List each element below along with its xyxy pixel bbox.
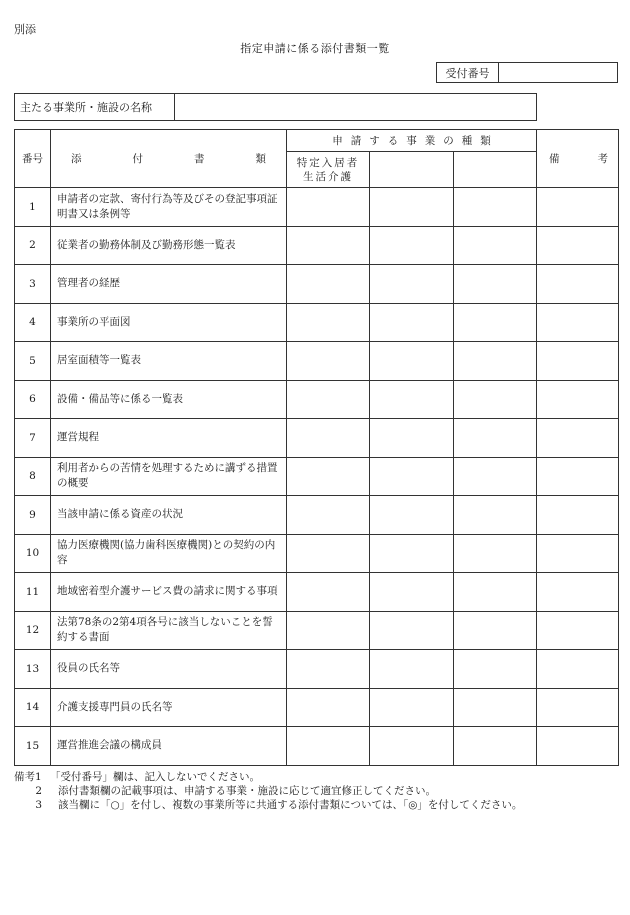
row-cell-blank-1[interactable] [370, 650, 454, 689]
table-row [15, 303, 619, 342]
table-row [15, 457, 619, 496]
row-number: 3 [15, 265, 51, 304]
note-prefix: 備考1 [14, 771, 42, 783]
row-document: 介護支援専門員の氏名等 [51, 688, 287, 727]
row-cell-blank-2[interactable] [454, 226, 537, 265]
header-documents-char: 付 [132, 153, 143, 165]
row-number: 13 [15, 650, 51, 689]
row-cell-blank-1[interactable] [370, 188, 454, 227]
row-document: 協力医療機関(協力歯科医療機関)との契約の内容 [51, 534, 287, 573]
row-cell-blank-2[interactable] [454, 534, 537, 573]
row-cell-blank-1[interactable] [370, 496, 454, 535]
row-document: 法第78条の2第4項各号に該当しないことを誓約する書面 [51, 611, 287, 650]
office-name-label: 主たる事業所・施設の名称 [15, 94, 175, 121]
note-text: 「受付番号」欄は、記入しないでください。 [50, 771, 260, 783]
office-name-box [14, 93, 537, 121]
row-cell-remarks[interactable] [537, 534, 619, 573]
row-cell-blank-1[interactable] [370, 573, 454, 612]
row-cell-remarks[interactable] [537, 496, 619, 535]
row-cell-blank-2[interactable] [454, 303, 537, 342]
header-documents-char: 書 [194, 153, 205, 165]
note-text: 該当欄に「○」を付し、複数の事業所等に共通する添付書類については、「◎」を付してください。 [58, 799, 523, 811]
row-cell-tokutei[interactable] [287, 380, 370, 419]
row-cell-tokutei[interactable] [287, 457, 370, 496]
table-row [15, 688, 619, 727]
row-document: 運営規程 [51, 419, 287, 458]
row-number: 8 [15, 457, 51, 496]
row-cell-blank-1[interactable] [370, 380, 454, 419]
row-cell-tokutei[interactable] [287, 727, 370, 766]
header-documents [51, 130, 287, 188]
row-cell-remarks[interactable] [537, 342, 619, 381]
note-text: 添付書類欄の記載事項は、申請する事業・施設に応じて適宜修正してください。 [58, 785, 436, 797]
row-number: 11 [15, 573, 51, 612]
row-cell-blank-2[interactable] [454, 727, 537, 766]
row-cell-blank-1[interactable] [370, 457, 454, 496]
notes [14, 770, 618, 812]
row-number: 4 [15, 303, 51, 342]
row-number: 1 [15, 188, 51, 227]
note-item [14, 798, 618, 812]
row-number: 14 [15, 688, 51, 727]
row-cell-blank-2[interactable] [454, 457, 537, 496]
header-documents-char: 添 [71, 153, 82, 165]
table-row [15, 534, 619, 573]
row-document: 従業者の勤務体制及び勤務形態一覧表 [51, 226, 287, 265]
row-cell-blank-1[interactable] [370, 727, 454, 766]
row-cell-blank-2[interactable] [454, 380, 537, 419]
header-service-blank-2 [454, 152, 537, 188]
row-cell-tokutei[interactable] [287, 534, 370, 573]
row-cell-blank-2[interactable] [454, 650, 537, 689]
header-number: 番号 [15, 130, 51, 188]
row-cell-remarks[interactable] [537, 727, 619, 766]
row-cell-blank-2[interactable] [454, 688, 537, 727]
row-document: 利用者からの苦情を処理するために講ずる措置の概要 [51, 457, 287, 496]
header-documents-char: 類 [255, 153, 266, 165]
table-row [15, 265, 619, 304]
table-row [15, 611, 619, 650]
row-document: 地域密着型介護サービス費の請求に関する事項 [51, 573, 287, 612]
row-cell-tokutei[interactable] [287, 419, 370, 458]
row-cell-remarks[interactable] [537, 265, 619, 304]
header-service-blank-1 [370, 152, 454, 188]
row-cell-tokutei[interactable] [287, 226, 370, 265]
office-name-field[interactable] [175, 94, 537, 121]
reception-number-box [436, 62, 618, 83]
row-cell-remarks[interactable] [537, 380, 619, 419]
attachments-table [14, 129, 619, 766]
row-number: 15 [15, 727, 51, 766]
row-cell-remarks[interactable] [537, 457, 619, 496]
row-cell-tokutei[interactable] [287, 611, 370, 650]
note-prefix: 3 [35, 799, 42, 811]
header-remarks [537, 130, 619, 188]
row-cell-remarks[interactable] [537, 573, 619, 612]
header-remarks-char: 備 [549, 153, 560, 165]
row-cell-blank-1[interactable] [370, 226, 454, 265]
row-cell-blank-1[interactable] [370, 611, 454, 650]
row-number: 9 [15, 496, 51, 535]
row-cell-tokutei[interactable] [287, 303, 370, 342]
row-cell-remarks[interactable] [537, 650, 619, 689]
row-cell-blank-1[interactable] [370, 688, 454, 727]
row-cell-tokutei[interactable] [287, 265, 370, 304]
row-cell-remarks[interactable] [537, 611, 619, 650]
table-row [15, 727, 619, 766]
table-row [15, 342, 619, 381]
row-cell-blank-1[interactable] [370, 534, 454, 573]
table-row [15, 573, 619, 612]
reception-number-field[interactable] [499, 63, 618, 83]
annex-label: 別添 [14, 23, 36, 36]
row-number: 12 [15, 611, 51, 650]
row-cell-remarks[interactable] [537, 188, 619, 227]
reception-number-label: 受付番号 [437, 63, 499, 83]
row-number: 5 [15, 342, 51, 381]
row-cell-blank-2[interactable] [454, 496, 537, 535]
row-number: 10 [15, 534, 51, 573]
row-cell-blank-1[interactable] [370, 342, 454, 381]
note-item [14, 784, 618, 798]
header-service-tokutei: 特定入居者 生活介護 [287, 152, 370, 188]
row-cell-blank-2[interactable] [454, 611, 537, 650]
row-cell-blank-2[interactable] [454, 419, 537, 458]
row-document: 当該申請に係る資産の状況 [51, 496, 287, 535]
row-cell-blank-1[interactable] [370, 419, 454, 458]
table-row [15, 380, 619, 419]
row-document: 役員の氏名等 [51, 650, 287, 689]
row-document: 申請者の定款、寄付行為等及びその登記事項証明書又は条例等 [51, 188, 287, 227]
row-cell-tokutei[interactable] [287, 688, 370, 727]
table-row [15, 188, 619, 227]
row-cell-tokutei[interactable] [287, 573, 370, 612]
header-business-kinds: 申請する事業の種類 [287, 130, 537, 152]
row-document: 事業所の平面図 [51, 303, 287, 342]
table-row [15, 419, 619, 458]
row-cell-blank-2[interactable] [454, 342, 537, 381]
row-number: 6 [15, 380, 51, 419]
row-cell-remarks[interactable] [537, 226, 619, 265]
row-cell-remarks[interactable] [537, 303, 619, 342]
row-cell-blank-2[interactable] [454, 573, 537, 612]
table-row [15, 496, 619, 535]
row-cell-blank-2[interactable] [454, 265, 537, 304]
row-number: 2 [15, 226, 51, 265]
header-remarks-char: 考 [597, 153, 608, 165]
row-cell-blank-1[interactable] [370, 303, 454, 342]
row-number: 7 [15, 419, 51, 458]
row-cell-tokutei[interactable] [287, 188, 370, 227]
table-row [15, 226, 619, 265]
row-cell-blank-2[interactable] [454, 188, 537, 227]
row-document: 居室面積等一覧表 [51, 342, 287, 381]
row-cell-remarks[interactable] [537, 688, 619, 727]
page-title: 指定申請に係る添付書類一覧 [240, 42, 390, 55]
row-cell-blank-1[interactable] [370, 265, 454, 304]
note-prefix: 2 [35, 785, 42, 797]
row-cell-tokutei[interactable] [287, 650, 370, 689]
row-cell-tokutei[interactable] [287, 342, 370, 381]
row-document: 管理者の経歴 [51, 265, 287, 304]
table-row [15, 650, 619, 689]
row-document: 運営推進会議の構成員 [51, 727, 287, 766]
row-document: 設備・備品等に係る一覧表 [51, 380, 287, 419]
note-item [14, 770, 618, 784]
row-cell-tokutei[interactable] [287, 496, 370, 535]
row-cell-remarks[interactable] [537, 419, 619, 458]
